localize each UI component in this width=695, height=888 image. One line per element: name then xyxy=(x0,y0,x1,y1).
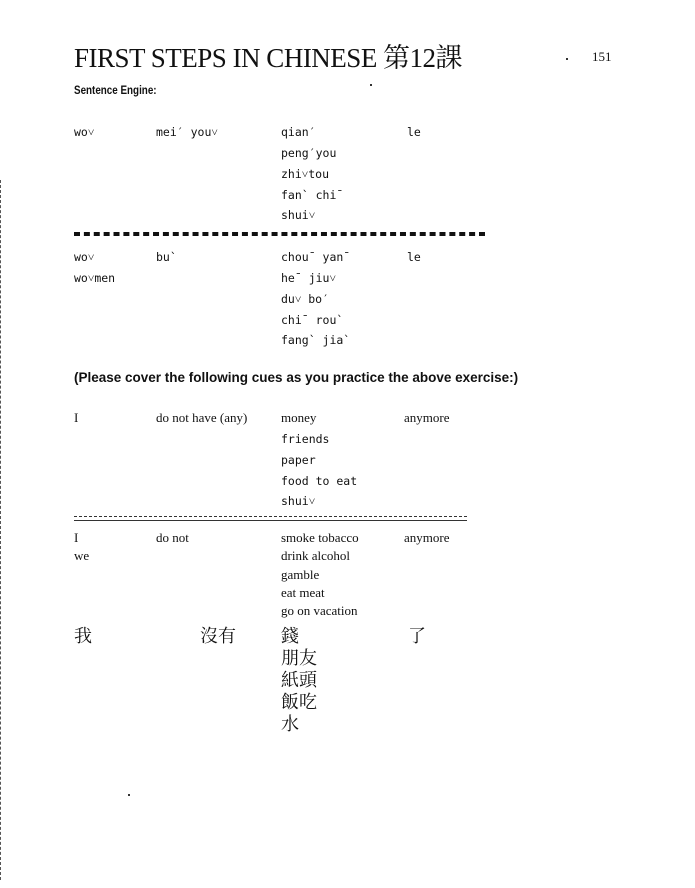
block2-object: he¯ jiu˅ xyxy=(281,271,336,285)
cover-instruction: (Please cover the following cues as you practice the above exercise:) xyxy=(74,370,519,385)
separator-line xyxy=(74,232,485,236)
chars-object: 紙頭 xyxy=(281,670,317,691)
cues1-object: shui˅ xyxy=(281,494,316,508)
block2-object: fang` jia` xyxy=(281,333,351,347)
page-number: 151 xyxy=(592,49,612,64)
cues2-object: eat meat xyxy=(281,585,325,600)
block1-object: fan` chi¯ xyxy=(281,188,344,202)
chars-subject: 我 xyxy=(74,626,92,647)
cues2-object: go on vacation xyxy=(281,603,358,618)
scan-speck xyxy=(128,794,130,796)
block1-subject: wo˅ xyxy=(74,125,95,139)
chars-object: 水 xyxy=(281,714,299,735)
cues1-object: friends xyxy=(281,432,330,446)
block1-verb: mei′ you˅ xyxy=(156,125,218,139)
block1-particle: le xyxy=(407,125,421,139)
cues2-object: smoke tobacco xyxy=(281,530,359,545)
scan-speck xyxy=(370,84,372,86)
block2-particle: le xyxy=(407,250,421,264)
block2-subject: wo˅ xyxy=(74,250,95,264)
cues1-object: money xyxy=(281,410,317,425)
cues2-object: drink alcohol xyxy=(281,548,350,563)
separator-line xyxy=(74,516,467,521)
chars-verb: 沒有 xyxy=(200,626,236,647)
block1-object: peng′you xyxy=(281,146,337,160)
cues2-subject: we xyxy=(74,548,90,563)
block2-verb: bu` xyxy=(156,250,177,264)
page-title: FIRST STEPS IN CHINESE 第12課 xyxy=(74,43,463,73)
cues1-object: paper xyxy=(281,453,316,467)
chars-object: 飯吃 xyxy=(281,692,317,713)
block2-object: chi¯ rou` xyxy=(281,313,344,327)
block1-object: qian′ xyxy=(281,125,316,139)
block1-object: zhi˅tou xyxy=(281,167,330,181)
chars-object: 錢 xyxy=(281,626,299,647)
chars-particle: 了 xyxy=(408,626,426,647)
cues2-object: gamble xyxy=(281,567,320,582)
cues1-verb: do not have (any) xyxy=(156,410,248,425)
block2-object: du˅ bo′ xyxy=(281,292,330,306)
scan-speck xyxy=(566,58,568,60)
block2-subject: wo˅men xyxy=(74,271,116,285)
cues2-verb: do not xyxy=(156,530,189,545)
cues2-particle: anymore xyxy=(404,530,450,545)
chars-object: 朋友 xyxy=(281,648,317,669)
cues1-object: food to eat xyxy=(281,474,358,488)
sentence-engine-label: Sentence Engine: xyxy=(74,83,157,97)
cues1-particle: anymore xyxy=(404,410,450,425)
cues1-subject: I xyxy=(74,410,79,425)
cues2-subject: I xyxy=(74,530,79,545)
scan-margin-line xyxy=(0,180,3,880)
block1-object: shui˅ xyxy=(281,208,316,222)
block2-object: chou¯ yan¯ xyxy=(281,250,351,264)
